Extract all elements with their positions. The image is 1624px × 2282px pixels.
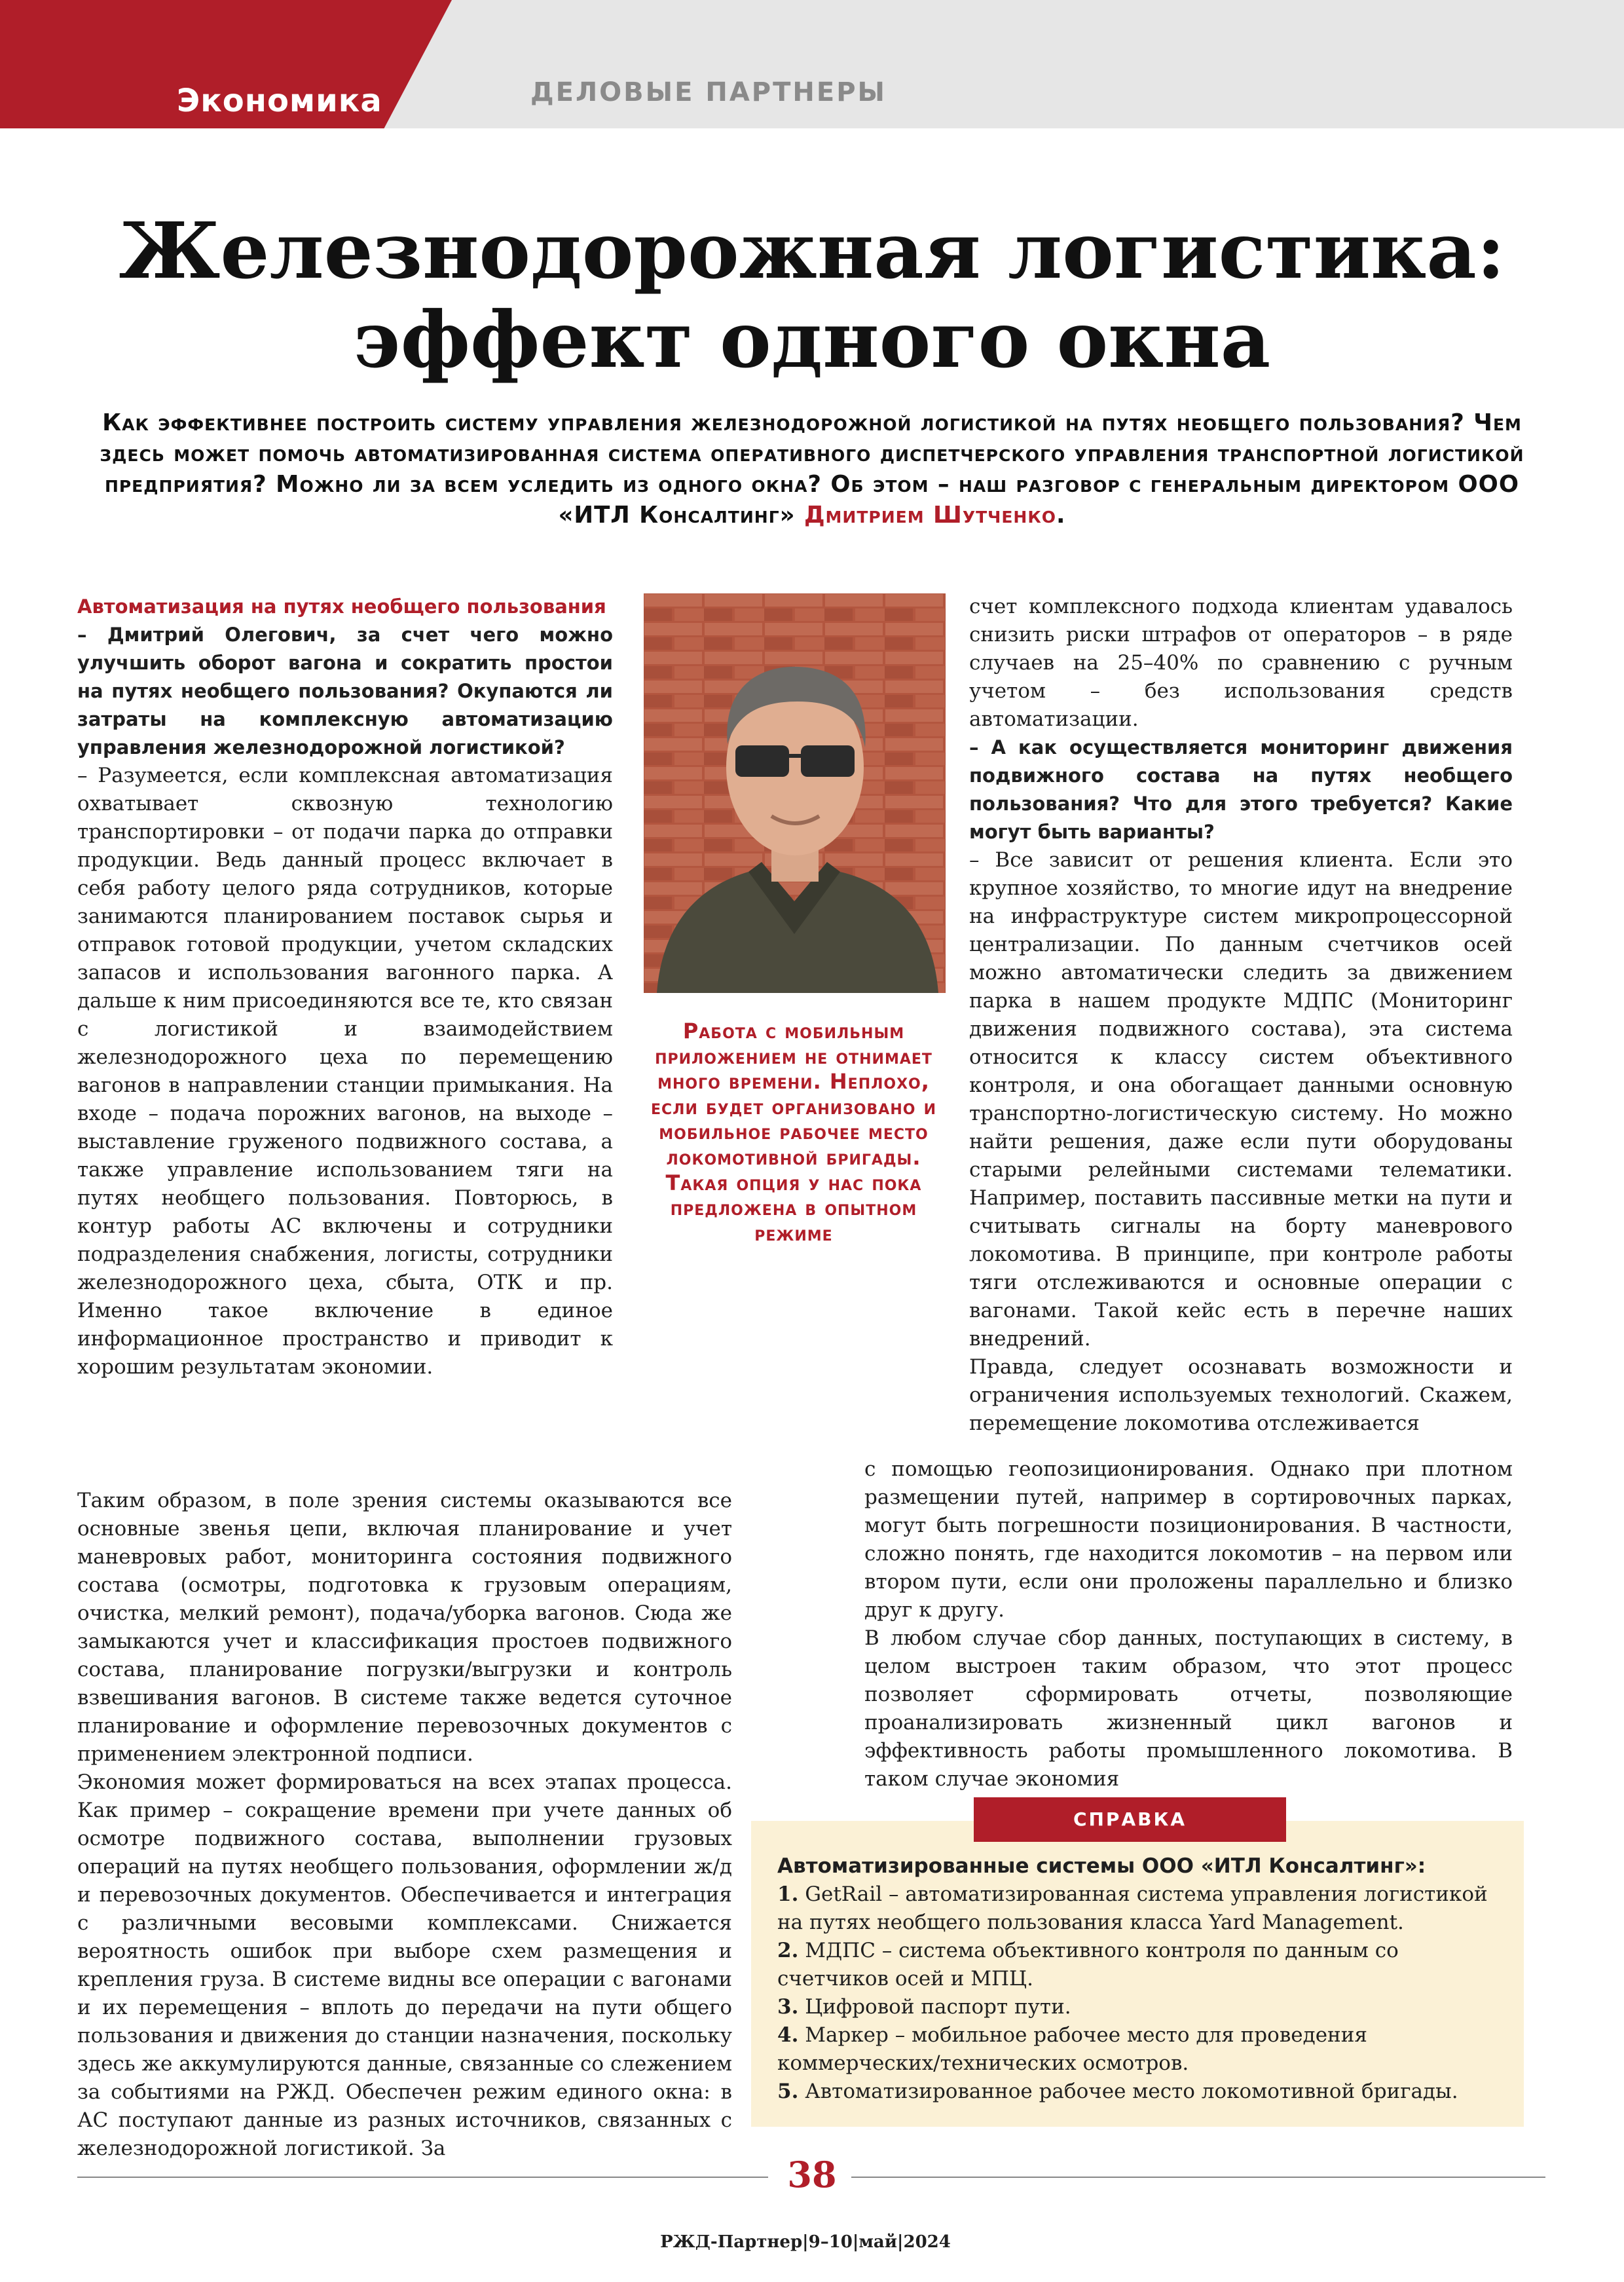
pull-quote: Работа с мобильным приложением не отнимает много времени. Неплохо, если будет организовано и мобильное рабочее место локомотивной бригады. Такая опция у нас пока предложена в опытном режиме xyxy=(651,1019,936,1246)
paragraph: Правда, следует осознавать возможности и ограничения используемых технологий. Скажем, перемещение локомотива отслеживается xyxy=(969,1355,1513,1435)
paragraph: счет комплексного подхода клиентам удавалось снизить риски штрафов от операторов – в ряде случаев на 25–40% по сравнению с ручным учетом – без использования средств автоматизации. xyxy=(969,595,1513,731)
lead-end: . xyxy=(1056,502,1066,529)
answer-2: – Все зависит от решения клиента. Если это крупное хозяйство, то многие идут на внедрение на инфраструктуре систем микропроцессорной централизации. По данным счетчиков осей можно автоматически следить за движением парка в нашем продукте МДПС (Мониторинг движения подвижного состава), эта система относится к классу систем объективного контроля, и она обогащает данными основную транспортно-логистическую систему. Но можно найти решения, даже если пути оборудованы старыми релейными системами телематики. Например, поставить пассивные метки на пути и считывать сигналы на борту маневрового локомотива. В принципе, при контроле работы тяги отслеживаются и основные операции с вагонами. Такой кейс есть в перечне наших внедрений. xyxy=(969,848,1513,1351)
paragraph: Таким образом, в поле зрения системы оказываются все основные звенья цепи, включая планирование и учет маневровых работ, мониторинга состояния подвижного состава (осмотры, подготовка к грузовым операциям, очистка, мелкий ремонт), подача/уборка вагонов. Сюда же замыкаются учет и классификация простоев подвижного состава, планирование погрузки/выгрузки и контроль взвешивания вагонов. В системе также ведется суточное планирование и оформление перевозочных документов с применением электронной подписи. xyxy=(77,1489,732,1766)
info-item-text: Маркер – мобильное рабочее место для проведения коммерческих/технических осмотров. xyxy=(777,2023,1367,2075)
info-item xyxy=(777,1880,1504,1937)
info-item-number: 5. xyxy=(777,2080,799,2103)
info-item xyxy=(777,1937,1504,1993)
right-column xyxy=(969,593,1513,1438)
info-item-text: GetRail – автоматизированная система управления логистикой на путях необщего пользования класса Yard Management. xyxy=(777,1882,1488,1934)
article-lead xyxy=(98,407,1526,531)
info-item xyxy=(777,1993,1504,2021)
info-item-number: 1. xyxy=(777,1882,799,1906)
footer-rule xyxy=(77,2177,768,2178)
left-column xyxy=(77,593,613,1381)
info-item xyxy=(777,2078,1504,2106)
title-line-1: Железнодорожная логистика: xyxy=(119,205,1505,296)
section-label: Экономика xyxy=(177,83,382,119)
left-wide-column xyxy=(77,1487,732,2163)
rubric-label: ДЕЛОВЫЕ ПАРТНЕРЫ xyxy=(530,77,887,107)
interviewee-name: Дмитрием Шутченко xyxy=(803,502,1057,529)
info-item-number: 2. xyxy=(777,1939,799,1962)
paragraph: Экономия может формироваться на всех этапах процесса. Как пример – сокращение времени при учете данных об осмотре подвижного состава, выполнении грузовых операций на путях необщего пользования, оформлении ж/д и перевозочных документов. Обеспечивается и интеграция с различными весовыми комплексами. Снижается вероятность ошибок при выборе схем размещения и крепления груза. В системе видны все операции с вагонами и их перемещения – вплоть до передачи на пути общего пользования и движения до станции назначения, поскольку здесь же аккумулируются данные, связанные со слежением за событиями на РЖД. Обеспечен режим единого окна: в АС поступают данные из разных источников, связанных с железнодорожной логистикой. За xyxy=(77,1770,732,2160)
footer-rule xyxy=(851,2177,1545,2178)
question-1: – Дмитрий Олегович, за счет чего можно улучшить оборот вагона и сократить простои на путях необщего пользования? Окупаются ли затраты на комплексную автоматизацию управления железнодорожной логистикой? xyxy=(77,624,613,758)
question-2: – А как осуществляется мониторинг движения подвижного состава на путях необщего пользования? Что для этого требуется? Какие могут быть варианты? xyxy=(969,736,1513,843)
publication-info: РЖД-Партнер|9–10|май|2024 xyxy=(660,2232,951,2252)
lead-text: Как эффективнее построить систему управления железнодорожной логистикой на путях необщего пользования? Чем здесь может помочь автоматизированная система оперативного диспетчерского управления транспортной логистикой предприятия? Можно ли за всем уследить из одного окна? Об этом – наш разговор с генеральным директором ООО «ИТЛ Консалтинг» xyxy=(100,409,1524,529)
paragraph: с помощью геопозиционирования. Однако при плотном размещении путей, например в сортировочных парках, могут быть погрешности позиционирования. В частности, сложно понять, где находится локомотив – на первом или втором пути, если они проложены параллельно и близко друг к другу. xyxy=(864,1457,1513,1622)
info-item-text: МДПС – система объективного контроля по данным со счетчиков осей и МПЦ. xyxy=(777,1939,1399,1991)
info-item-number: 4. xyxy=(777,2023,799,2047)
article-title xyxy=(0,206,1624,384)
right-wide-column xyxy=(864,1455,1513,1793)
info-item xyxy=(777,2021,1504,2078)
info-box-heading: Автоматизированные системы ООО «ИТЛ Консалтинг»: xyxy=(777,1854,1426,1878)
subheading: Автоматизация на путях необщего пользования xyxy=(77,595,606,618)
info-item-number: 3. xyxy=(777,1995,799,2019)
title-line-2: эффект одного окна xyxy=(353,294,1271,385)
paragraph: В любом случае сбор данных, поступающих в систему, в целом выстроен таким образом, что этот процесс позволяет сформировать отчеты, позволяющие проанализировать жизненный цикл вагонов и эффективность работы промышленного локомотива. В таком случае экономия xyxy=(864,1626,1513,1791)
info-item-text: Автоматизированное рабочее место локомотивной бригады. xyxy=(805,2080,1458,2103)
info-item-text: Цифровой паспорт пути. xyxy=(805,1995,1071,2019)
portrait-photo xyxy=(644,593,946,993)
portrait-illustration xyxy=(644,593,946,993)
answer-1: – Разумеется, если комплексная автоматизация охватывает сквозную технологию транспортировки – от подачи парка до отправки продукции. Ведь данный процесс включает в себя работу целого ряда сотрудников, которые занимаются планированием поставок сырья и отправок готовой продукции, учетом складских запасов и использования вагонного парка. А дальше к ним присоединяются все те, кто связан с логистикой и взаимодействием железнодорожного цеха по перемещению вагонов в направлении станции примыкания. На входе – подача порожних вагонов, на выходе – выставление груженого подвижного состава, а также управление использованием тяги на путях необщего пользования. Повторюсь, в контур работы АС включены и сотрудники подразделения снабжения, логисты, сотрудники железнодорожного цеха, сбыта, ОТК и пр. Именно такое включение в единое информационное пространство и приводит к хорошим результатам экономии. xyxy=(77,764,613,1379)
info-box-tab: СПРАВКА xyxy=(974,1797,1286,1842)
info-box-content xyxy=(777,1852,1504,2106)
page-number: 38 xyxy=(787,2154,837,2196)
